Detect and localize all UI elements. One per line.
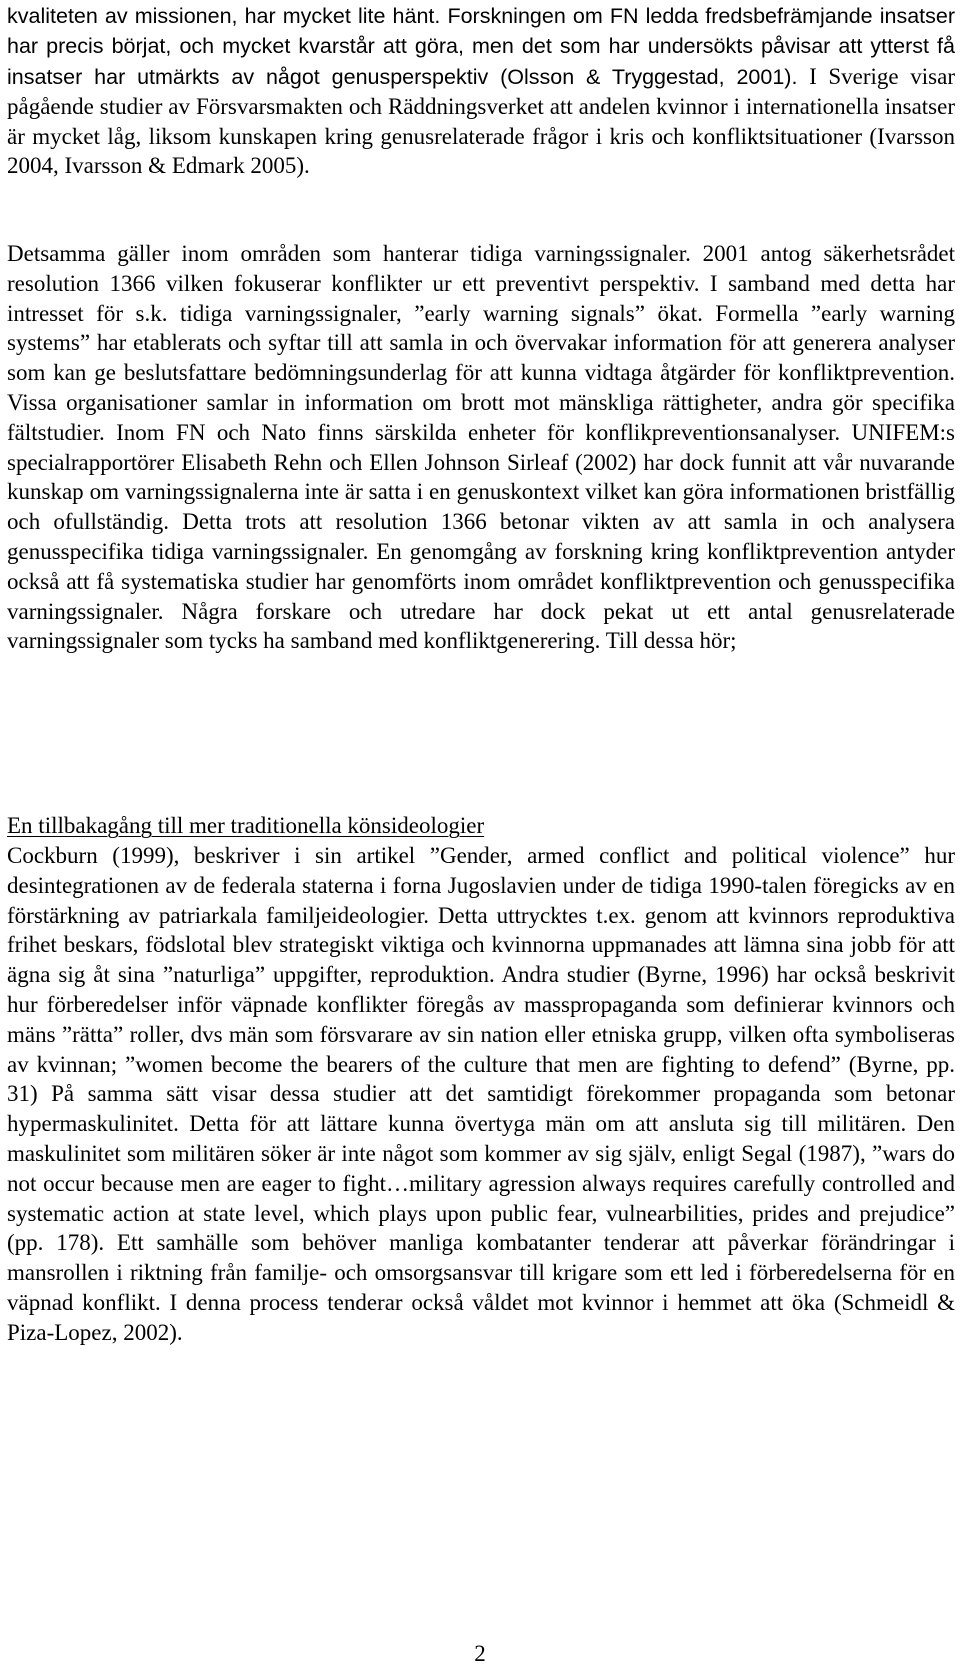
paragraph-intro-sans-part: kvaliteten av missionen, har mycket lite hänt. Forskningen om FN ledda fredsbefrämjande insatser har precis börjat, och mycket kvarstår att göra, men det som har undersökts påvisar att ytterst få insatser har utmärkts av något genusperspektiv (Olsson & Tryggestad, 2001). xyxy=(7,4,955,89)
paragraph-intro-serif-part: I Sverige visar pågående studier av Försvarsmakten och Räddningsverket att andelen kvinnor i internationella insatser är mycket låg, liksom kunskapen kring genusrelaterade frågor i kris och konfliktsituationer (Ivarsson 2004, Ivarsson & Edmark 2005). xyxy=(7,63,955,179)
section-heading: En tillbakagång till mer traditionella könsideologier xyxy=(7,813,485,838)
paragraph-intro xyxy=(7,1,955,180)
page-number: 2 xyxy=(474,1641,486,1666)
paragraph-cockburn: Cockburn (1999), beskriver i sin artikel ”Gender, armed conflict and political violence” hur desintegrationen av de federala staterna i forna Jugoslavien under de tidiga 1990-talen föregicks av en förstärkning av patriarkala familjeideologier. Detta uttrycktes t.ex. genom att kvinnors reproduktiva frihet beskars, födslotal blev strategiskt viktiga och kvinnorna uppmanades att lämna sina jobb för att ägna sig åt sina ”naturliga” uppgifter, reproduktion. Andra studier (Byrne, 1996) har också beskrivit hur förberedelser inför väpnade konflikter föregås av masspropaganda som definierar kvinnors och mäns ”rätta” roller, dvs män som försvarare av sin nation eller etniska grupp, vilken ofta symboliseras av kvinnan; ”women become the bearers of the culture that men are fighting to defend” (Byrne, pp. 31) På samma sätt visar dessa studier att det samtidigt förekommer propaganda som betonar hypermaskulinitet. Detta för att lättare kunna övertyga män om att ansluta sig till militären. Den maskulinitet som militären söker är inte något som kommer av sig själv, enligt Segal (1987), ”wars do not occur because men are eager to fight…military agression always requires carefully controlled and systematic action at state level, which plays upon public fear, vulnearbilities, prides and prejudice” (pp. 178). Ett samhälle som behöver manliga kombatanter tenderar att påverkar förändringar i mansrollen i riktning från familje- och omsorgsansvar till krigare som ett led i förberedelserna för en väpnad konflikt. I denna process tenderar också våldet mot kvinnor i hemmet att öka (Schmeidl & Piza-Lopez, 2002). xyxy=(7,843,955,1345)
paragraph-early-warning: Detsamma gäller inom områden som hanterar tidiga varningssignaler. 2001 antog säkerhetsrådet resolution 1366 vilken fokuserar konflikter ur ett preventivt perspektiv. I samband med detta har intresset för s.k. tidiga varningssignaler, ”early warning signals” ökat. Formella ”early warning systems” har etablerats och syftar till att samla in och övervakar information för att generera analyser som kan ge beslutsfattare bedömningsunderlag för att kunna vidtaga åtgärder för konfliktprevention. Vissa organisationer samlar in information om brott mot mänskliga rättigheter, andra gör specifika fältstudier. Inom FN och Nato finns särskilda enheter för konflikpreventionsanalyser. UNIFEM:s specialrapportörer Elisabeth Rehn och Ellen Johnson Sirleaf (2002) har dock funnit att vår nuvarande kunskap om varningssignalerna inte är satta i en genuskontext vilket kan göra informationen bristfällig och ofullständig. Detta trots att resolution 1366 betonar vikten av att samla in och analysera genusspecifika tidiga varningssignaler. En genomgång av forskning kring konfliktprevention antyder också att få systematiska studier har genomförts inom området konfliktprevention och genusspecifika varningssignaler. Några forskare och utredare har dock pekat ut ett antal genusrelaterade varningssignaler som tycks ha samband med konfliktgenerering. Till dessa hör; xyxy=(7,241,955,654)
